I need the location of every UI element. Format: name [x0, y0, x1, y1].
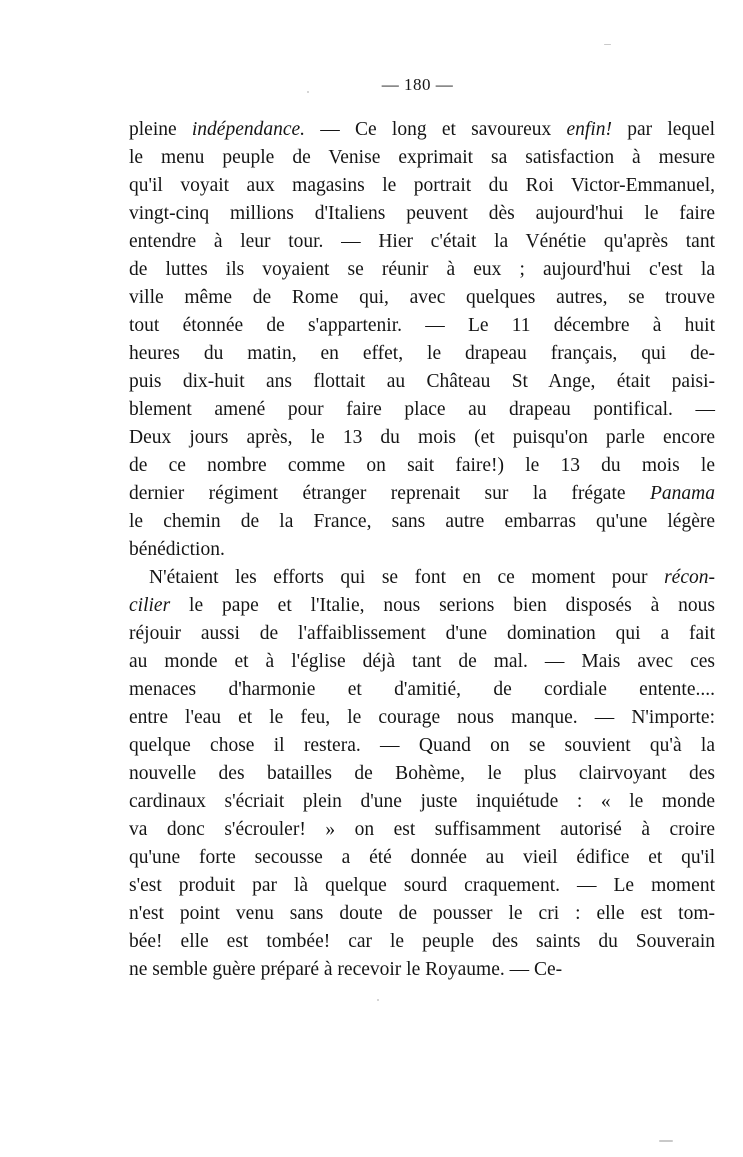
text-line	[129, 200, 715, 228]
text-segment: s'est produit par là quelque sourd craquement. — Le moment	[129, 875, 715, 896]
italic-text: indépendance.	[191, 119, 306, 140]
paper-speck	[659, 1140, 673, 1142]
italic-text: cilier	[129, 595, 171, 616]
text-line	[129, 732, 715, 760]
text-segment: menaces d'harmonie et d'amitié, de cordiale entente....	[129, 679, 715, 700]
text-line	[129, 900, 715, 928]
text-line	[129, 956, 715, 984]
text-segment: — Ce long et savoureux	[305, 119, 567, 140]
text-segment: de luttes ils voyaient se réunir à eux ; aujourd'hui c'est la	[129, 259, 715, 280]
text-line	[129, 172, 715, 200]
text-segment: ville même de Rome qui, avec quelques autres, se trouve	[129, 287, 715, 308]
text-segment: qu'il voyait aux magasins le portrait du Roi Victor-Emmanuel,	[129, 175, 715, 196]
text-line	[129, 788, 715, 816]
body-text	[129, 116, 715, 984]
text-line	[129, 452, 715, 480]
italic-text: enfin!	[566, 119, 612, 140]
paper-speck	[307, 91, 309, 93]
text-segment: vingt-cinq millions d'Italiens peuvent dès aujourd'hui le faire	[129, 203, 715, 224]
text-segment: réjouir aussi de l'affaiblissement d'une domination qui a fait	[129, 623, 715, 644]
text-segment: entendre à leur tour. — Hier c'était la Vénétie qu'après tant	[129, 231, 715, 252]
text-segment: blement amené pour faire place au drapeau pontifical. —	[129, 399, 715, 420]
text-segment: dernier régiment étranger reprenait sur la frégate	[129, 483, 650, 504]
paper-speck	[377, 999, 379, 1001]
text-line	[129, 424, 715, 452]
text-segment: au monde et à l'église déjà tant de mal. — Mais avec ces	[129, 651, 715, 672]
text-segment: nouvelle des batailles de Bohème, le plus clairvoyant des	[129, 763, 715, 784]
text-segment: bénédiction.	[129, 539, 225, 560]
text-line	[129, 844, 715, 872]
text-line	[129, 872, 715, 900]
text-segment: ne semble guère préparé à recevoir le Royaume. — Ce-	[129, 959, 563, 980]
text-line	[129, 256, 715, 284]
text-segment: puis dix-huit ans flottait au Château St Ange, était paisi-	[129, 371, 715, 392]
text-segment: quelque chose il restera. — Quand on se souvient qu'à la	[129, 735, 715, 756]
text-line	[129, 368, 715, 396]
text-segment: cardinaux s'écriait plein d'une juste inquiétude : « le monde	[129, 791, 715, 812]
italic-text: récon-	[664, 567, 715, 588]
text-segment: pleine	[129, 119, 192, 140]
text-segment: heures du matin, en effet, le drapeau français, qui de-	[129, 343, 715, 364]
text-line	[129, 116, 715, 144]
text-line	[129, 928, 715, 956]
text-line	[129, 676, 715, 704]
page-number: — 180 —	[381, 75, 454, 94]
text-segment: de ce nombre comme on sait faire!) le 13 du mois le	[129, 455, 715, 476]
text-line	[129, 508, 715, 536]
text-line	[129, 312, 715, 340]
text-segment: Deux jours après, le 13 du mois (et puisqu'on parle encore	[129, 427, 715, 448]
text-line	[129, 704, 715, 732]
paper-speck	[604, 44, 611, 45]
text-line	[129, 480, 715, 508]
text-line	[129, 648, 715, 676]
text-line	[129, 564, 715, 592]
text-segment: bée! elle est tombée! car le peuple des saints du Souverain	[129, 931, 715, 952]
text-line	[129, 144, 715, 172]
text-line	[129, 536, 715, 564]
text-segment: entre l'eau et le feu, le courage nous manque. — N'importe:	[129, 707, 715, 728]
text-segment: N'étaient les efforts qui se font en ce moment pour	[149, 567, 665, 588]
text-segment: le menu peuple de Venise exprimait sa satisfaction à mesure	[129, 147, 715, 168]
text-line	[129, 760, 715, 788]
text-line	[129, 396, 715, 424]
text-segment: qu'une forte secousse a été donnée au vieil édifice et qu'il	[129, 847, 715, 868]
text-segment: n'est point venu sans doute de pousser le cri : elle est tom-	[129, 903, 715, 924]
text-line	[129, 592, 715, 620]
text-segment: tout étonnée de s'appartenir. — Le 11 décembre à huit	[129, 315, 715, 336]
text-line	[129, 816, 715, 844]
text-segment: va donc s'écrouler! » on est suffisamment autorisé à croire	[129, 819, 715, 840]
text-line	[129, 620, 715, 648]
text-line	[129, 284, 715, 312]
text-segment: par lequel	[612, 119, 716, 140]
italic-text: Panama	[650, 483, 715, 504]
text-line	[129, 340, 715, 368]
text-line	[129, 228, 715, 256]
text-segment: le chemin de la France, sans autre embarras qu'une légère	[129, 511, 715, 532]
text-segment: le pape et l'Italie, nous serions bien disposés à nous	[170, 595, 715, 616]
